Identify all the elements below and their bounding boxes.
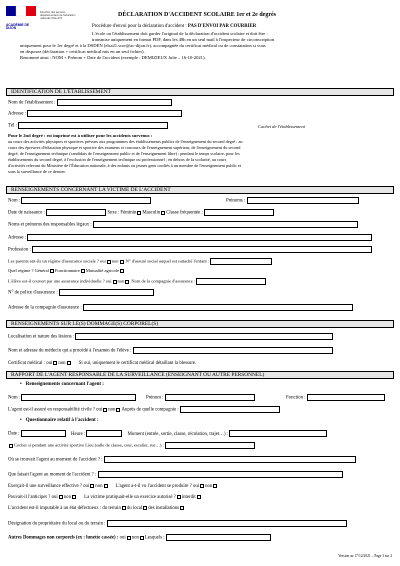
header-para2: transmise uniquement en format PDF, dans les 48h en un seul mail à l'inspecteur de circonscription <box>92 37 275 42</box>
masculin-checkbox[interactable] <box>161 211 165 215</box>
rc-label: L'agent est-il assuré en responsabilité civile ? oui <box>8 407 103 413</box>
heure-label: Heure : <box>71 431 86 437</box>
quest-label: Questionnaire relatif à l'accident : <box>25 418 99 423</box>
police-label: N° de police d'assurance : <box>8 290 58 296</box>
agent-fonction-row <box>286 394 385 402</box>
victim-adresse-label: Adresse : <box>8 235 26 241</box>
victim-sexe-label: Sexe : Féminin <box>107 210 137 216</box>
certif-row <box>8 361 196 367</box>
section-victime: RENSEIGNEMENTS CONCERNANT LA VICTIME DE L'ACCIDENT <box>6 186 394 194</box>
agent-nom-label: Nom : <box>8 395 21 401</box>
assurance-non-label: non <box>117 278 125 284</box>
agent-prenom-input[interactable] <box>165 394 255 401</box>
lesions-label: Localisation et nature des lésions : <box>8 334 75 340</box>
surv-non-label: non <box>95 484 103 490</box>
etab-adresse-label: Adresse : <box>8 111 26 117</box>
prev-non-checkbox[interactable] <box>213 484 217 488</box>
rc-non-label: non <box>108 407 116 413</box>
note-line: d'activités relevant du Ministère de l'Éducation nationale, à des enfants ou jeunes gens confiés à un membre de l'enseignement public et <box>8 163 241 168</box>
victim-dob-label: Date de naissance : <box>8 210 45 216</box>
quel-regime-row <box>8 268 125 274</box>
ou-input[interactable] <box>104 456 356 463</box>
regime-oui-checkbox[interactable] <box>107 260 111 264</box>
certif-label: Certificat médical : oui <box>8 361 53 367</box>
regime-non-checkbox[interactable] <box>120 260 124 264</box>
compagnie-input[interactable] <box>196 278 266 285</box>
header-para5: Renommé ainsi : NOM + Prénom + Date de l'accident (exemple : DEMIZIEUX Julie – 16-10-2021). <box>20 55 206 60</box>
feminin-checkbox[interactable] <box>137 211 141 215</box>
victim-parents-input[interactable] <box>93 221 358 228</box>
agent-prenom-label: Prénom : <box>146 395 164 401</box>
section-agent: RAPPORT DE L'AGENT RESPONSABLE DE LA SURVEILLANCE (ENSEIGNANT OU AUTRE PERSONNEL) <box>6 371 394 379</box>
note-bold: Pour le 2nd degré : est imprimé est à utiliser pour les accidents survenus : <box>8 133 153 138</box>
medecin-label: Nom et adresse du médecin qui a procédé à l'examen de l'élève : <box>8 348 132 354</box>
rc-non-checkbox[interactable] <box>116 408 120 412</box>
victime-act-label: La victime pratiquait-elle un exercice autorisé ? <box>84 495 176 501</box>
autorise-checkbox[interactable] <box>177 495 181 499</box>
note-line: degré, de l'enseignement technique (candidats de l'enseignement public et de l'enseignement libre) ; pendant le temps scolaire, pour les <box>8 151 240 156</box>
page-footer: Version au 17/12/2021 – Page 1 sur 2 <box>338 554 392 558</box>
note-line: au cours des activités physiques et sportives prévues aux programmes des établissements publics de l'enseignement du second degré ; au <box>8 139 243 144</box>
victim-dob-input[interactable] <box>46 209 106 216</box>
etab-tel-row <box>8 122 168 130</box>
note-lines <box>8 139 394 175</box>
victim-prenoms-row <box>226 197 359 205</box>
fonctionnaire-checkbox[interactable] <box>81 269 85 273</box>
autres-label: Autres Dommages non corporels (ex : lunette cassée) : <box>8 535 119 541</box>
victim-profession-label: Profession : <box>8 247 31 253</box>
agent-prenom-row <box>146 394 255 402</box>
secu-label: N° d'assuré social auquel est rattaché l'enfant : <box>125 258 210 264</box>
note-line: cours des épreuves d'éducation physique et sportive des examens et concours de l'enseignement supérieur, de l'enseignement du second <box>8 145 241 150</box>
surv-row <box>8 484 218 490</box>
victim-nom-input[interactable] <box>21 197 151 204</box>
masculin-label: Masculin <box>142 210 161 216</box>
secu-input[interactable] <box>210 258 272 265</box>
cachet-label: Cachet de l'établissement <box>258 124 305 129</box>
date-input[interactable] <box>21 430 66 437</box>
heure-input[interactable] <box>86 430 122 437</box>
etab-tel-input[interactable] <box>18 122 168 129</box>
agent-rens-title <box>20 382 104 388</box>
police-row <box>8 289 154 297</box>
ou-row <box>8 456 356 464</box>
section-etablissement: IDENTIFICATION DE L'ÉTABLISSEMENT <box>6 88 394 96</box>
victim-parents-row <box>8 221 358 229</box>
academie-label: ACADÉMIE DE DIJON <box>6 22 30 31</box>
procedure-bold: PAS D'ENVOI PAR COURRIER <box>187 24 257 29</box>
imputable-row <box>8 506 185 512</box>
lieu-row <box>8 442 255 449</box>
medecin-row <box>8 347 333 355</box>
agent-nom-row <box>8 394 136 402</box>
victim-nom-label: Nom : <box>8 198 21 204</box>
etab-adresse-row <box>8 110 182 118</box>
rc-comp-input[interactable] <box>180 406 280 413</box>
victim-prenoms-label: Prénoms : <box>226 198 246 204</box>
medecin-input[interactable] <box>133 347 333 354</box>
victim-prenoms-input[interactable] <box>247 197 359 204</box>
victim-profession-row <box>8 246 372 254</box>
certif-oui-checkbox[interactable] <box>53 361 57 365</box>
autres-oui-checkbox[interactable] <box>127 536 131 540</box>
victim-profession-input[interactable] <box>32 246 372 253</box>
design-row <box>8 520 347 528</box>
autres-row <box>8 534 271 542</box>
police-input[interactable] <box>59 289 154 296</box>
quest-title <box>20 418 99 424</box>
lesions-row <box>8 333 333 341</box>
lesquels-label: Lesquels : <box>144 535 165 541</box>
agent-nom-input[interactable] <box>21 394 136 401</box>
moment-input[interactable] <box>229 430 327 437</box>
note-line: établissements du second degré, à l'exclusion de l'enseignement technique ou professionnel ; en dehors de la scolarité, au cours <box>8 157 227 162</box>
install-checkbox[interactable] <box>180 506 184 510</box>
autres-oui-label: oui <box>119 535 126 541</box>
anticiper-non-checkbox[interactable] <box>72 495 76 499</box>
victim-dob-row <box>8 209 274 217</box>
lieu-input[interactable] <box>165 442 255 449</box>
header-para4: en disposez (déclaration + certificat médical mis en un seul fichier). <box>20 49 145 54</box>
classe-input[interactable] <box>204 209 274 216</box>
header-para1: L'école ou l'établissement doit garder l'original de la déclaration d'accident scolaire et doit être : <box>92 31 268 36</box>
anticiper-row <box>8 495 202 501</box>
anticiper-oui-checkbox[interactable] <box>59 495 63 499</box>
compagnie-label: Nom de la compagnie d'assurance : <box>131 278 196 284</box>
adr-compagnie-input[interactable] <box>83 304 353 311</box>
victim-parents-label: Noms et prénoms des responsables légaux : <box>8 222 92 228</box>
interdit-label: interdit <box>181 495 196 501</box>
install-label: des installations <box>148 506 179 512</box>
etab-adresse-input[interactable] <box>27 110 182 117</box>
assurance-row <box>8 278 266 285</box>
que-input[interactable] <box>98 471 343 478</box>
ministry-label: Direction des services départementaux de l'éducation nationale Côte-d'Or <box>40 11 76 20</box>
msa-label: Mutualité agricole <box>85 268 119 273</box>
anticiper-label: Pouvait-il l'anticiper ? oui <box>8 495 58 501</box>
surv-label: Exerçait-il une surveillance effective ? oui <box>8 484 90 490</box>
republic-logo <box>6 6 36 36</box>
regime-row <box>8 258 272 265</box>
certif-non-label: non <box>58 361 66 367</box>
victim-nom-row <box>8 197 151 205</box>
autres-non-label: non <box>131 535 139 541</box>
que-label: Que faisait l'agent au moment de l'accident ? : <box>8 472 97 478</box>
page-title: DÉCLARATION D'ACCIDENT SCOLAIRE 1er et 2e degrés <box>118 12 277 18</box>
adr-compagnie-row <box>8 304 353 312</box>
section-dommages: RENSEIGNEMENTS SUR LE(S) DOMMAGE(S) CORPOREL(S) <box>6 320 394 328</box>
surv-oui-checkbox[interactable] <box>90 484 94 488</box>
etab-nom-input[interactable] <box>57 99 172 106</box>
regime-non-label: non <box>111 258 119 264</box>
anticiper-non-label: non <box>63 495 71 501</box>
note-line: sous la surveillance de ce dernier. <box>8 169 66 174</box>
header-para3: uniquement pour le 1er degré et à la DSDEN (elsa21.scor@ac-dijon.fr), accompagnée du certificat médical ou de constatation si vous <box>20 43 266 48</box>
ou-label: Où se trouvait l'agent au moment de l'accident ? : <box>8 457 103 463</box>
agent-fonction-input[interactable] <box>307 394 385 401</box>
quel-regime-label: Quel régime ? Général <box>8 268 49 273</box>
rc-row <box>8 406 280 414</box>
agent-rens-label: Renseignements concernant l'agent : <box>25 382 104 387</box>
local-label: du local <box>126 506 143 512</box>
assurance-label: L'élève est-il couvert par une assurance individuelle ? oui <box>8 278 112 284</box>
etab-tel-label: Tél : <box>8 123 17 129</box>
adr-compagnie-label: Adresse de la compagnie d'assurance : <box>8 305 82 311</box>
lesquels-input[interactable] <box>166 534 271 541</box>
prev-label: L'agent a-t-il vu l'accident se produire ? oui <box>115 484 200 490</box>
design-input[interactable] <box>107 520 347 527</box>
assurance-non-checkbox[interactable] <box>125 280 129 284</box>
date-row <box>8 430 327 438</box>
prev-oui-checkbox[interactable] <box>200 484 204 488</box>
lesions-input[interactable] <box>75 333 333 340</box>
sport-label: Cocher si pendant une activité sportive <box>14 442 85 448</box>
classe-label: Classe fréquentée : <box>166 210 203 216</box>
agent-fonction-label: Fonction : <box>286 395 306 401</box>
prev-non-label: non <box>205 484 213 490</box>
victim-adresse-input[interactable] <box>27 234 372 241</box>
victim-adresse-row <box>8 234 372 242</box>
date-label: Date : <box>8 431 20 437</box>
etab-nom-label: Nom de l'établissement : <box>8 100 56 106</box>
interdit-checkbox[interactable] <box>197 495 201 499</box>
certif-note: Si oui, uniquement le certificat médical détaillant la blessure. <box>78 361 197 367</box>
moment-label: Moment (entrée, sortie, classe, récréation, trajet…) : <box>127 431 229 437</box>
procedure-line <box>92 24 256 30</box>
rc-comp-label: Auprès de quelle compagnie : <box>121 407 179 413</box>
lieu-label: Lieu (salle de classe, cour, escalier, rue…) : <box>85 442 164 448</box>
rc-oui-checkbox[interactable] <box>103 408 107 412</box>
surv-non-checkbox[interactable] <box>104 484 108 488</box>
msa-checkbox[interactable] <box>120 269 124 273</box>
regime-label: Les parents ont-ils un régime d'assurance sociale ? oui <box>8 258 106 264</box>
assurance-oui-checkbox[interactable] <box>113 280 117 284</box>
etab-nom-row <box>8 99 172 107</box>
certif-non-checkbox[interactable] <box>67 361 71 365</box>
imputable-label: L'accident est-il imputable à un état défectueux : du terrain <box>8 506 121 512</box>
local-checkbox[interactable] <box>143 506 147 510</box>
fonctionnaire-label: Fonctionnaire <box>54 268 80 273</box>
general-checkbox[interactable] <box>50 269 54 273</box>
design-label: Désignation du propriétaire du local ou du terrain : <box>8 521 106 527</box>
autres-non-checkbox[interactable] <box>140 536 144 540</box>
que-row <box>8 471 343 479</box>
marianne-icon <box>6 6 36 22</box>
sport-checkbox[interactable] <box>9 444 13 448</box>
procedure-label: Procédure d'envoi pour la déclaration d'accident : <box>92 24 187 29</box>
terrain-checkbox[interactable] <box>122 506 126 510</box>
